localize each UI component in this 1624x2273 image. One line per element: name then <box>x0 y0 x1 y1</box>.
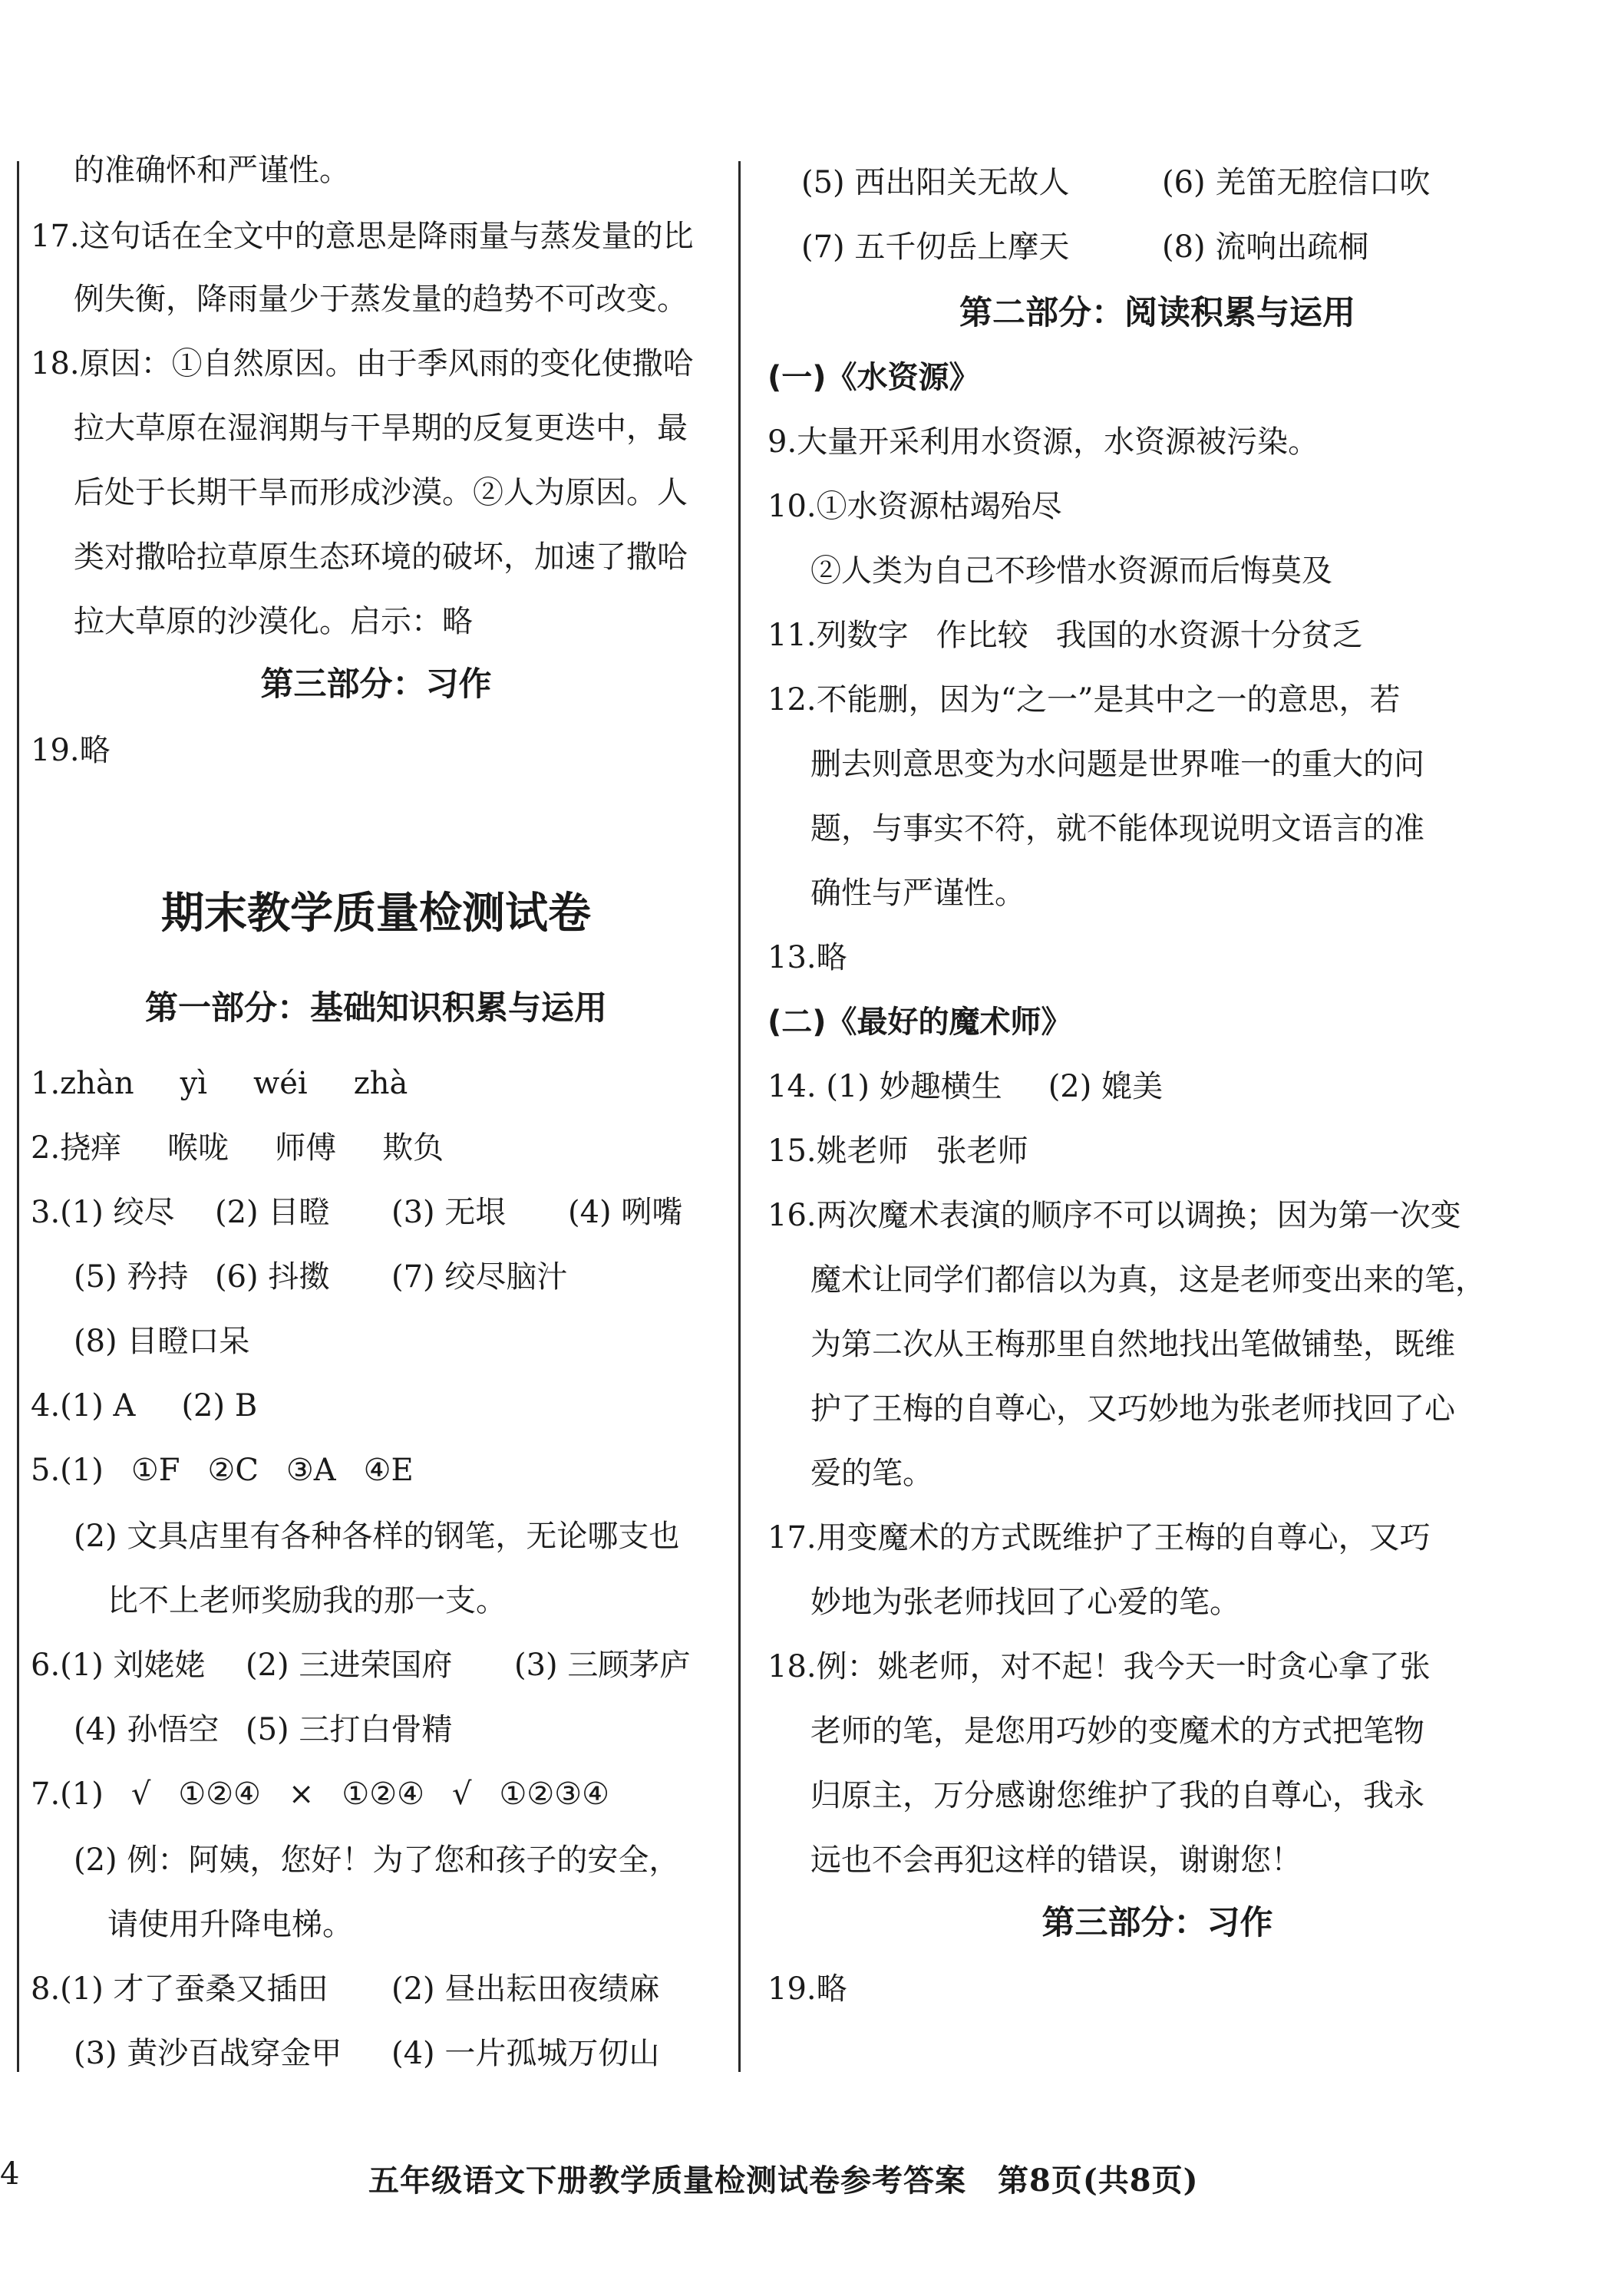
subsection-heading: (一)《水资源》 <box>767 360 980 395</box>
subsection-heading: (二)《最好的魔术师》 <box>767 1005 1072 1040</box>
item: (5) 矜持 <box>74 1259 189 1295</box>
page-number: 4 <box>0 2156 20 2192</box>
item: ①②④ <box>178 1777 261 1812</box>
section-heading: 第一部分：基础知识积累与运用 <box>145 989 607 1028</box>
text-line: 例失衡，降雨量少于蒸发量的趋势不可改变。 <box>74 282 688 317</box>
item: 7.(1) <box>31 1777 104 1812</box>
text-line: 比不上老师奖励我的那一支。 <box>107 1583 507 1618</box>
answer-14 <box>767 1068 1163 1105</box>
answer-7 <box>31 1776 609 1813</box>
text-line: 爱的笔。 <box>810 1456 933 1491</box>
answer-17: 17.用变魔术的方式既维护了王梅的自尊心，又巧 <box>767 1520 1431 1555</box>
item: (7) 绞尽脑汁 <box>391 1259 568 1295</box>
text-line: 的准确怀和严谨性。 <box>74 153 350 188</box>
text-line: 题，与事实不符，就不能体现说明文语言的准 <box>810 811 1424 846</box>
answer-12: 12.不能删，因为“之一”是其中之一的意思，若 <box>767 682 1401 718</box>
item: (6) 羌笛无腔信口吹 <box>1162 165 1431 200</box>
item: (2) 昼出耘田夜绩麻 <box>391 1971 660 2007</box>
section-heading: 第二部分：阅读积累与运用 <box>959 294 1355 332</box>
text-line <box>74 1711 718 1748</box>
item: 喉咙 <box>167 1130 229 1166</box>
text-line: 确性与严谨性。 <box>810 876 1025 911</box>
item: 8.(1) 才了蚕桑又插田 <box>31 1971 328 2007</box>
text-line: 护了王梅的自尊心，又巧妙地为张老师找回了心 <box>810 1391 1455 1427</box>
text-line <box>74 1259 718 1295</box>
item: 11.列数字 <box>767 618 909 653</box>
text-line: 拉大草原的沙漠化。启示：略 <box>74 604 473 639</box>
text-line: 拉大草原在湿润期与干旱期的反复更迭中，最 <box>74 411 688 446</box>
answer-11 <box>767 617 1363 654</box>
item: 6.(1) 刘姥姥 <box>31 1648 206 1683</box>
item: 作比较 <box>936 618 1028 653</box>
item: (4) 咧嘴 <box>568 1195 683 1230</box>
answer-16: 16.两次魔术表演的顺序不可以调换；因为第一次变 <box>767 1198 1461 1233</box>
answer-2 <box>31 1130 444 1166</box>
item: (2) B <box>181 1388 258 1424</box>
answer-4 <box>31 1387 257 1424</box>
item: zhà <box>353 1066 408 1101</box>
text-line: 魔术让同学们都信以为真，这是老师变出来的笔， <box>810 1262 1486 1298</box>
exam-title: 期末教学质量检测试卷 <box>161 888 591 939</box>
item: 欺负 <box>382 1130 444 1166</box>
text-line: 为第二次从王梅那里自然地找出笔做铺垫，既维 <box>810 1327 1455 1362</box>
item: (3) 三顾茅庐 <box>514 1648 691 1683</box>
item: 1.zhàn <box>31 1066 134 1101</box>
item: (8) 流响出疏桐 <box>1162 229 1369 265</box>
text-line: 后处于长期干旱而形成沙漠。②人为原因。人 <box>74 475 688 510</box>
page-footer <box>0 2156 1624 2202</box>
text-line: 远也不会再犯这样的错误，谢谢您！ <box>810 1842 1302 1878</box>
item: 3.(1) 绞尽 <box>31 1195 175 1230</box>
answer-3 <box>31 1194 721 1231</box>
text-line: 老师的笔，是您用巧妙的变魔术的方式把笔物 <box>810 1714 1424 1749</box>
answer-10: 10.①水资源枯竭殆尽 <box>767 489 1062 524</box>
item: ④E <box>363 1453 414 1488</box>
item: ①F <box>130 1453 180 1488</box>
item: 张老师 <box>936 1133 1028 1169</box>
text-line: 归原主，万分感谢您维护了我的自尊心，我永 <box>810 1778 1424 1813</box>
answer-8-cont <box>801 229 1538 266</box>
item: 2.挠痒 <box>31 1130 122 1166</box>
item: 14. (1) 妙趣横生 <box>767 1069 1002 1104</box>
check-mark: √ <box>130 1777 151 1812</box>
item: (6) 抖擞 <box>215 1259 330 1295</box>
text-line: 类对撒哈拉草原生态环境的破坏，加速了撒哈 <box>74 539 688 575</box>
answer-17: 17.这句话在全文中的意思是降雨量与蒸发量的比 <box>31 219 694 254</box>
item: ①②④ <box>342 1777 424 1812</box>
answer-8-cont <box>801 164 1538 201</box>
text-line <box>74 2035 718 2072</box>
item: 师傅 <box>275 1130 337 1166</box>
item: (4) 一片孤城万仞山 <box>391 2036 660 2071</box>
column-rule-left <box>17 161 19 2072</box>
item: yì <box>180 1066 207 1101</box>
item: (2) 三进荣国府 <box>246 1648 453 1683</box>
text-line: (2) 文具店里有各种各样的钢笔，无论哪支也 <box>74 1519 680 1554</box>
answer-1 <box>31 1065 408 1102</box>
text-line: 删去则意思变为水问题是世界唯一的重大的问 <box>810 747 1424 782</box>
item: (5) 西出阳关无故人 <box>801 165 1070 200</box>
item: 我国的水资源十分贫乏 <box>1055 618 1363 653</box>
item: ②C <box>207 1453 259 1488</box>
answer-19: 19.略 <box>31 733 111 768</box>
section-heading: 第三部分：习作 <box>260 665 492 704</box>
answer-18: 18.原因：①自然原因。由于季风雨的变化使撒哈 <box>31 346 694 381</box>
text-line: 妙地为张老师找回了心爱的笔。 <box>810 1585 1240 1620</box>
check-mark: √ <box>452 1777 472 1812</box>
item: (3) 无垠 <box>391 1195 507 1230</box>
column-rule-center <box>738 161 741 2072</box>
item: (7) 五千仞岳上摩天 <box>801 229 1070 265</box>
text-line: ②人类为自己不珍惜水资源而后悔莫及 <box>810 553 1332 589</box>
item: 15.姚老师 <box>767 1133 909 1169</box>
item: (5) 三打白骨精 <box>246 1712 453 1747</box>
answer-8 <box>31 1971 721 2007</box>
item: wéi <box>253 1066 308 1101</box>
item: 4.(1) A <box>31 1388 136 1424</box>
section-heading: 第三部分：习作 <box>1041 1904 1273 1942</box>
text-line: (2) 例：阿姨，您好！为了您和孩子的安全， <box>74 1842 680 1878</box>
item: (2) 目瞪 <box>215 1195 330 1230</box>
answer-13: 13.略 <box>767 940 847 975</box>
item: (3) 黄沙百战穿金甲 <box>74 2036 342 2071</box>
answer-15 <box>767 1133 1028 1169</box>
cross-mark: × <box>288 1777 315 1812</box>
footer-text: 五年级语文下册教学质量检测试卷参考答案 第8页(共8页) <box>368 2162 1199 2199</box>
item: 5.(1) <box>31 1453 104 1488</box>
item: (4) 孙悟空 <box>74 1712 220 1747</box>
answer-9: 9.大量开采利用水资源，水资源被污染。 <box>767 424 1319 460</box>
answer-19: 19.略 <box>767 1971 847 2007</box>
text-line: 请使用升降电梯。 <box>107 1907 353 1942</box>
item: (2) 媲美 <box>1048 1069 1164 1104</box>
item: ③A <box>286 1453 336 1488</box>
text-line: (8) 目瞪口呆 <box>74 1324 250 1359</box>
answer-5 <box>31 1452 414 1489</box>
item: ①②③④ <box>499 1777 609 1812</box>
answer-6 <box>31 1647 721 1684</box>
answer-18: 18.例：姚老师，对不起！我今天一时贪心拿了张 <box>767 1649 1431 1684</box>
